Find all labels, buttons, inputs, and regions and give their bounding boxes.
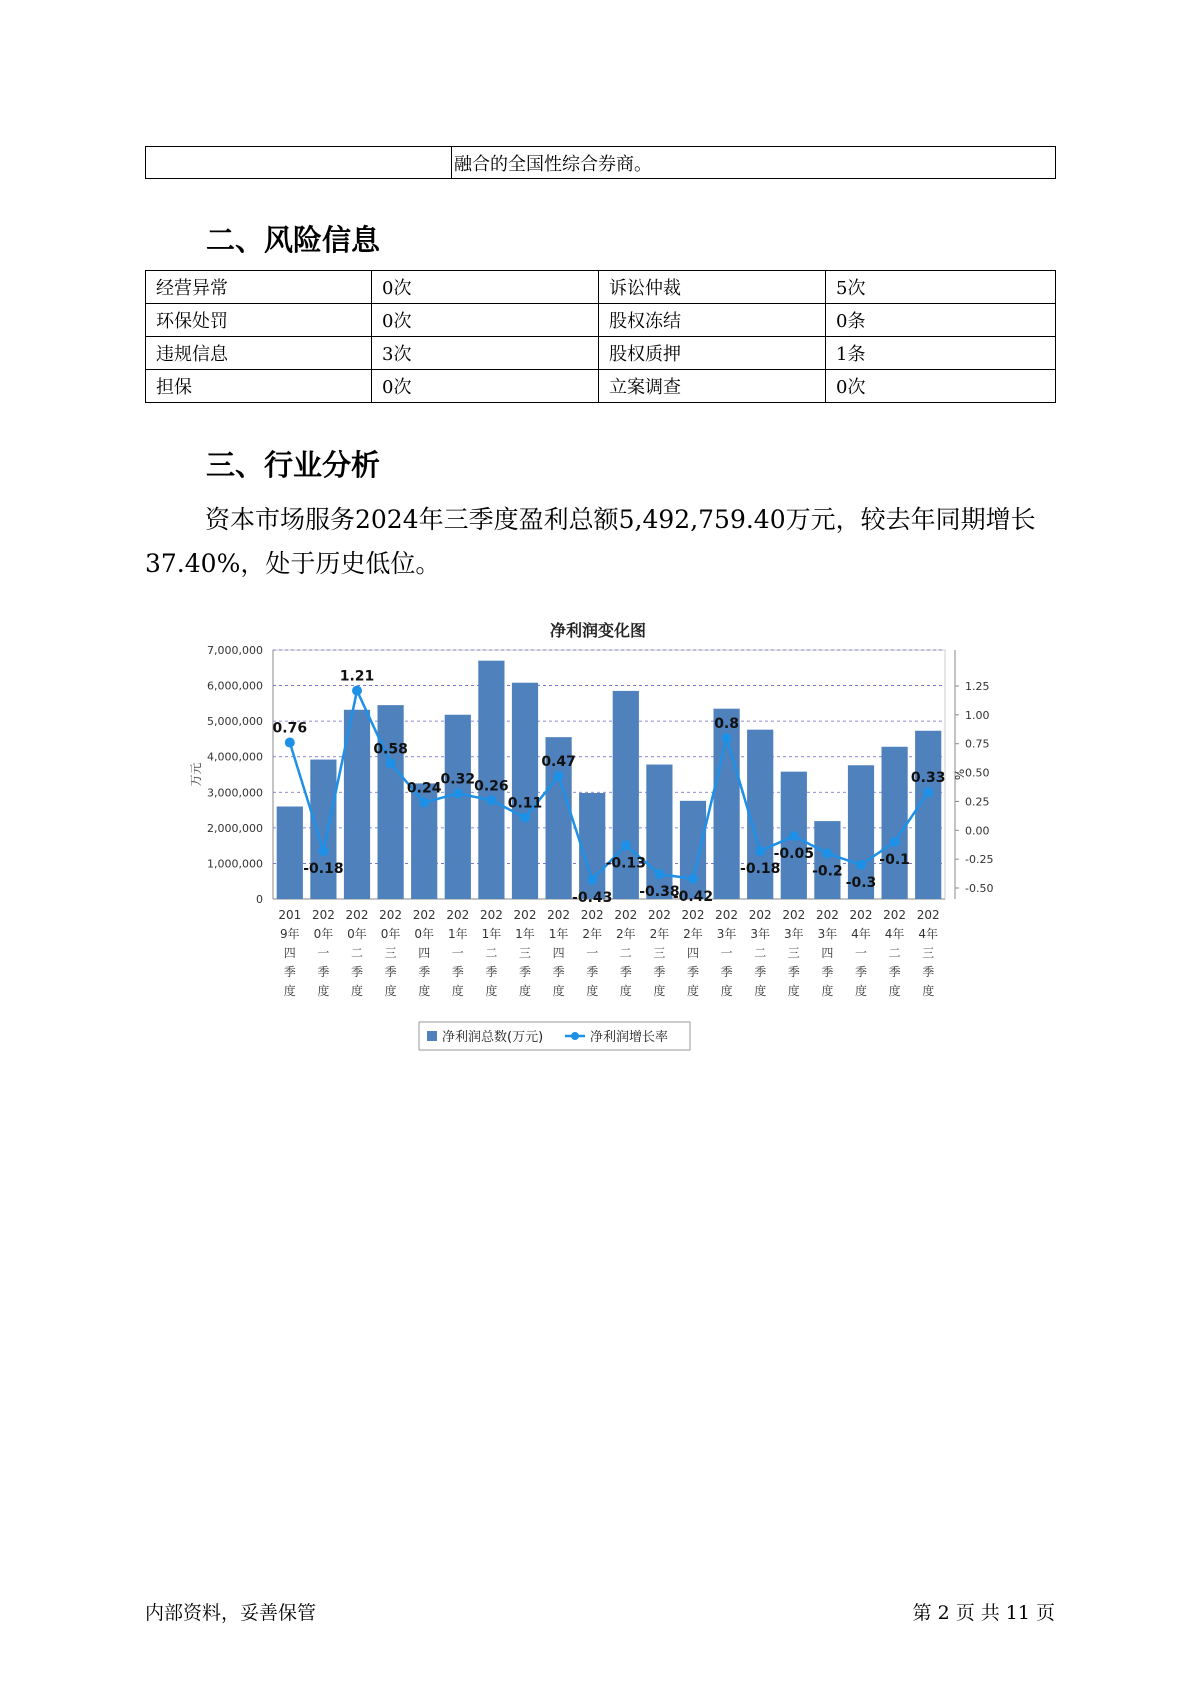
legend-bar-label: 净利润总数(万元) (442, 1030, 544, 1045)
section-heading-industry: 三、行业分析 (206, 448, 381, 482)
growth-rate-point (352, 686, 362, 696)
y-left-tick-label: 5,000,000 (207, 715, 263, 729)
table-cell: 融合的全国性综合券商。 (452, 147, 1056, 179)
x-tick-label: 202 4年三季度 (916, 908, 940, 998)
growth-rate-point (486, 795, 496, 805)
growth-rate-data-label: 0.58 (373, 741, 408, 758)
table-cell: 经营异常 (146, 271, 372, 304)
growth-rate-data-label: -0.2 (812, 863, 843, 880)
x-tick-label: 202 0年四季度 (412, 908, 436, 998)
growth-rate-data-label: -0.38 (639, 884, 680, 901)
growth-rate-data-label: 0.33 (910, 770, 946, 787)
industry-paragraph: 资本市场服务2024年三季度盈利总额5,492,759.40万元，较去年同期增长37.40%，处于历史低位。 (145, 505, 1036, 578)
y-right-axis-label: % (952, 768, 966, 781)
growth-rate-point (654, 869, 664, 879)
section-heading-risk: 二、风险信息 (206, 223, 381, 257)
table-cell: 担保 (146, 370, 372, 403)
x-tick-label: 202 1年四季度 (547, 908, 571, 998)
x-tick-label: 202 2年二季度 (614, 908, 638, 998)
table-cell: 0条 (826, 304, 1056, 337)
growth-rate-data-label: 0.76 (272, 720, 308, 737)
table-cell: 立案调查 (599, 370, 826, 403)
growth-rate-point (318, 846, 328, 856)
x-tick-label: 202 1年二季度 (479, 908, 503, 998)
growth-rate-point (621, 840, 631, 850)
legend-line-marker (571, 1032, 579, 1040)
table-cell: 0次 (372, 370, 599, 403)
bar (881, 747, 907, 899)
table-cell: 诉讼仲裁 (599, 271, 826, 304)
table-cell: 3次 (372, 337, 599, 370)
growth-rate-data-label: 0.11 (507, 795, 543, 812)
growth-rate-point (755, 846, 765, 856)
growth-rate-data-label: 0.26 (474, 778, 509, 795)
y-right-tick-label: 0.25 (965, 795, 990, 809)
net-profit-chart (180, 620, 994, 1080)
growth-rate-data-label: -0.13 (605, 855, 646, 872)
footer-confidential-note: 内部资料，妥善保管 (145, 1602, 317, 1624)
x-tick-label: 201 9年四季度 (278, 908, 302, 998)
x-tick-label: 202 3年三季度 (782, 908, 806, 998)
bar (377, 705, 403, 899)
table-cell (146, 147, 452, 179)
table-row (146, 271, 1056, 304)
x-tick-label: 202 4年一季度 (849, 908, 873, 998)
growth-rate-point (554, 771, 564, 781)
growth-rate-point (722, 733, 732, 743)
x-tick-label: 202 3年一季度 (715, 908, 739, 998)
bar (680, 801, 706, 899)
y-left-tick-label: 4,000,000 (207, 750, 263, 764)
table-cell: 0次 (372, 304, 599, 337)
growth-rate-data-label: -0.3 (845, 874, 877, 891)
risk-info-table (145, 270, 1056, 403)
x-tick-label: 202 0年二季度 (345, 908, 369, 998)
x-tick-label: 202 2年一季度 (580, 908, 604, 998)
chart-title: 净利润变化图 (549, 621, 647, 640)
table-cell: 股权冻结 (599, 304, 826, 337)
footer-page-number: 第 2 页 共 11 页 (912, 1602, 1055, 1624)
y-right-tick-label: 0.75 (965, 737, 990, 751)
legend-bar-swatch (427, 1031, 437, 1041)
table-cell: 违规信息 (146, 337, 372, 370)
growth-rate-point (789, 831, 799, 841)
y-right-tick-label: 1.00 (965, 708, 990, 722)
x-tick-label: 202 0年三季度 (379, 908, 403, 998)
growth-rate-point (285, 738, 295, 748)
bar (512, 683, 538, 899)
x-tick-label: 202 1年三季度 (513, 908, 537, 998)
growth-rate-data-label: 0.24 (406, 780, 442, 797)
table-cell: 0次 (372, 271, 599, 304)
growth-rate-data-label: 1.21 (339, 668, 375, 685)
x-tick-label: 202 2年四季度 (681, 908, 705, 998)
x-tick-label: 202 4年二季度 (883, 908, 907, 998)
continuation-table (145, 146, 1056, 179)
y-left-tick-label: 7,000,000 (207, 644, 263, 657)
y-right-tick-label: 0.00 (965, 824, 990, 838)
x-tick-label: 202 3年二季度 (748, 908, 772, 998)
growth-rate-point (453, 788, 463, 798)
table-row (146, 147, 1056, 179)
growth-rate-data-label: 0.47 (541, 754, 576, 771)
growth-rate-point (890, 837, 900, 847)
table-row (146, 304, 1056, 337)
bar (915, 731, 941, 899)
growth-rate-point (587, 875, 597, 885)
growth-rate-point (520, 813, 530, 823)
table-row (146, 370, 1056, 403)
y-right-tick-label: 1.25 (965, 680, 990, 693)
growth-rate-data-label: -0.43 (572, 889, 613, 906)
y-left-tick-label: 2,000,000 (207, 821, 263, 835)
y-left-tick-label: 0 (256, 893, 263, 906)
y-left-axis-label: 万元 (189, 762, 203, 787)
x-tick-label: 202 2年三季度 (647, 908, 671, 998)
bar (310, 760, 336, 899)
growth-rate-data-label: -0.05 (773, 846, 814, 863)
table-cell: 环保处罚 (146, 304, 372, 337)
bar (277, 807, 303, 899)
table-cell: 0次 (826, 370, 1056, 403)
bar (445, 715, 471, 899)
table-cell: 1条 (826, 337, 1056, 370)
y-right-tick-label: 0.50 (965, 766, 990, 780)
growth-rate-point (923, 787, 933, 797)
growth-rate-point (822, 848, 832, 858)
growth-rate-point (688, 874, 698, 884)
x-tick-label: 202 1年一季度 (446, 908, 470, 998)
growth-rate-point (419, 798, 429, 808)
bar (814, 821, 840, 899)
y-right-tick-label: -0.50 (965, 882, 994, 895)
growth-rate-data-label: -0.18 (740, 861, 781, 878)
legend-line-label: 净利润增长率 (590, 1030, 669, 1045)
y-left-tick-label: 3,000,000 (207, 786, 263, 800)
y-left-tick-label: 1,000,000 (207, 857, 263, 871)
table-cell: 股权质押 (599, 337, 826, 370)
y-left-tick-label: 6,000,000 (207, 679, 263, 693)
table-row (146, 337, 1056, 370)
y-right-tick-label: -0.25 (965, 853, 994, 867)
growth-rate-data-label: 0.8 (714, 715, 740, 732)
growth-rate-data-label: 0.32 (440, 771, 476, 788)
table-cell: 5次 (826, 271, 1056, 304)
growth-rate-data-label: -0.18 (303, 861, 344, 878)
growth-rate-data-label: -0.42 (672, 888, 714, 905)
x-tick-label: 202 0年一季度 (311, 908, 335, 998)
x-tick-label: 202 3年四季度 (815, 908, 839, 998)
growth-rate-point (856, 860, 866, 870)
growth-rate-point (386, 758, 396, 768)
growth-rate-data-label: -0.1 (879, 851, 910, 868)
